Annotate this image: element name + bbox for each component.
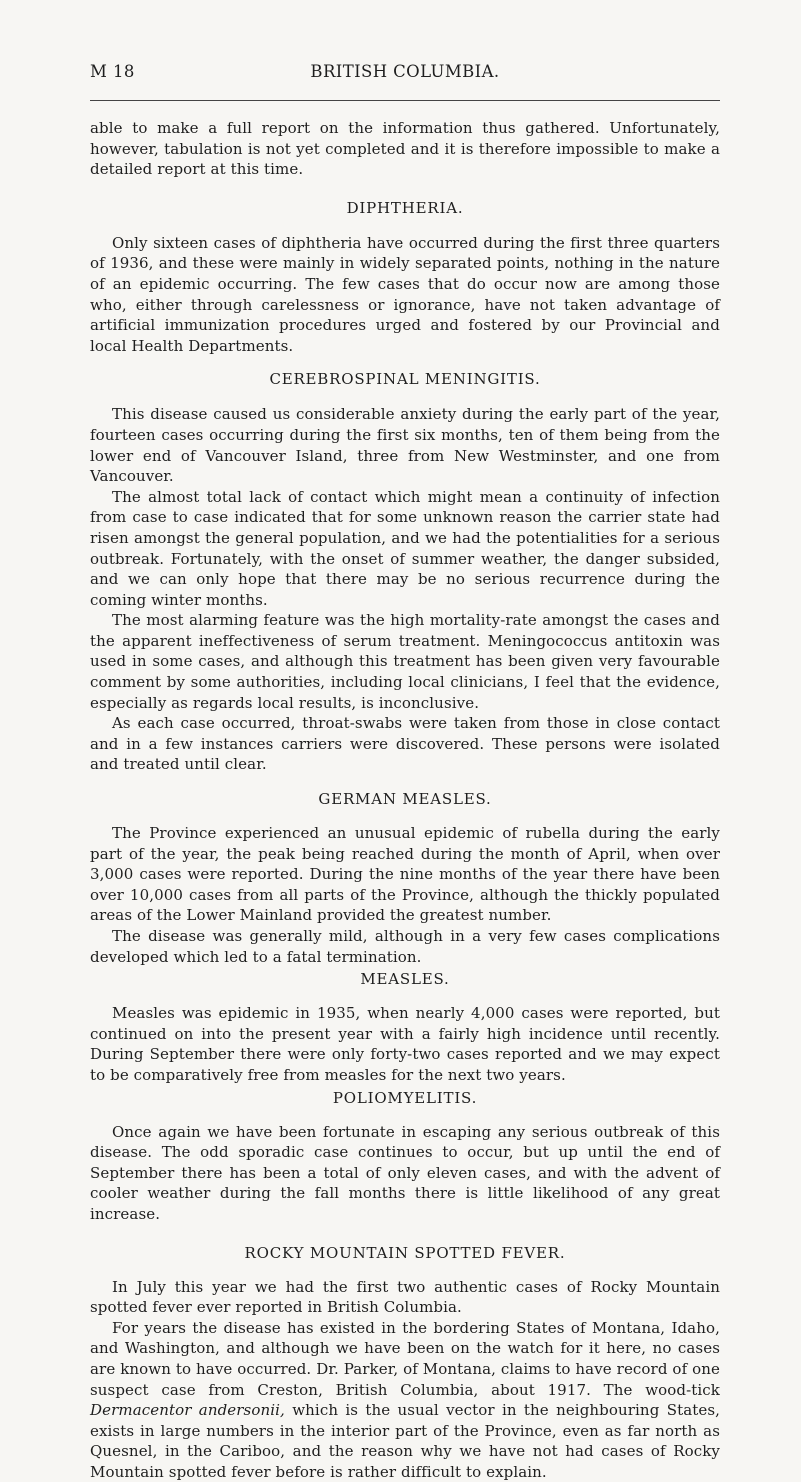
running-title: BRITISH COLUMBIA. xyxy=(310,62,500,81)
rocky-mountain-paragraph: In July this year we had the first two authentic cases of Rocky Mountain spotted fever ever reported in British Columbia. xyxy=(90,1277,720,1317)
header-rule xyxy=(90,100,720,101)
measles-paragraph: Measles was epidemic in 1935, when nearly 4,000 cases were reported, but continued on into the present year with a fairly high incidence until recently. During September there were only forty-two cases reported and we may expect to be comparatively free from measles for the next two years. xyxy=(90,1004,720,1084)
page-header xyxy=(90,62,720,86)
cerebrospinal-paragraph: This disease caused us considerable anxiety during the early part of the year, fourteen cases occurring during the first six months, ten of them being from the lower end of Vancouver Island, three from New Westminster, and one from Vancouver. xyxy=(90,405,720,486)
german-measles-heading: GERMAN MEASLES. xyxy=(318,790,492,809)
cerebrospinal-paragraph: The most alarming feature was the high mortality-rate amongst the cases and the apparent ineffectiveness of serum treatment. Meningococcus antitoxin was used in some cases, and although this treatment has been given very favourable comment by some authorities, including local clinicians, I feel that the evidence, especially as regards local results, is inconclusive. xyxy=(90,611,720,712)
german-measles-paragraph: The Province experienced an unusual epidemic of rubella during the early part of the year, the peak being reached during the month of April, when over 3,000 cases were reported. During the nine months of the year there have been over 10,000 cases from all parts of the Province, although the thickly populated areas of the Lower Mainland provided the greatest number. xyxy=(90,824,720,925)
document-page xyxy=(90,62,720,1482)
page-number: M 18 xyxy=(90,62,135,81)
text-run: For years the disease has existed in the bordering States of Montana, Idaho, and Washington, and although we have been on the watch for it here, no cases are known to have occurred. Dr. Parker, of Montana, claims to have record of one suspect case from Creston, British Columbia, about 1917. The wood-tick xyxy=(90,1318,720,1399)
rocky-mountain-paragraph xyxy=(90,1318,720,1482)
diphtheria-paragraph: Only sixteen cases of diphtheria have occurred during the first three quarters of 1936, and these were mainly in widely separated points, nothing in the nature of an epidemic occurring. The few cases that do occur now are among those who, either through carelessness or ignorance, have not taken advantage of artificial immunization procedures urged and fostered by our Provincial and local Health Departments. xyxy=(90,233,720,355)
poliomyelitis-heading: POLIOMYELITIS. xyxy=(332,1088,478,1107)
cerebrospinal-paragraph: As each case occurred, throat-swabs were taken from those in close contact and in a few instances carriers were discovered. These persons were isolated and treated until clear. xyxy=(90,714,720,774)
german-measles-paragraph: The disease was generally mild, although in a very few cases complications developed which led to a fatal termination. xyxy=(90,927,720,966)
measles-heading: MEASLES. xyxy=(360,970,450,989)
rocky-mountain-heading: ROCKY MOUNTAIN SPOTTED FEVER. xyxy=(244,1243,566,1262)
intro-paragraph: able to make a full report on the information thus gathered. Unfortunately, however, tabulation is not yet completed and it is therefore impossible to make a detailed report at this time. xyxy=(90,119,720,179)
diphtheria-heading: DIPHTHERIA. xyxy=(346,198,464,217)
species-name: Dermacentor andersonii, xyxy=(90,1401,285,1420)
cerebrospinal-heading: CEREBROSPINAL MENINGITIS. xyxy=(269,370,541,389)
poliomyelitis-paragraph: Once again we have been fortunate in escaping any serious outbreak of this disease. The odd sporadic case continues to occur, but up until the end of September there has been a total of only eleven cases, and with the advent of cooler weather during the fall months there is little likelihood of any great increase. xyxy=(90,1122,720,1223)
cerebrospinal-paragraph: The almost total lack of contact which might mean a continuity of infection from case to case indicated that for some unknown reason the carrier state had risen amongst the general population, and we had the potentialities for a serious outbreak. Fortunately, with the onset of summer weather, the danger subsided, and we can only hope that there may be no serious recurrence during the coming winter months. xyxy=(90,487,720,609)
text-run: which is the usual vector in the neighbouring States, exists in large numbers in the interior part of the Province, even as far north as Quesnel, in the Cariboo, and the reason why we have not had cases of Rocky Mountain spotted fever before is rather difficult to explain. xyxy=(90,1401,721,1481)
